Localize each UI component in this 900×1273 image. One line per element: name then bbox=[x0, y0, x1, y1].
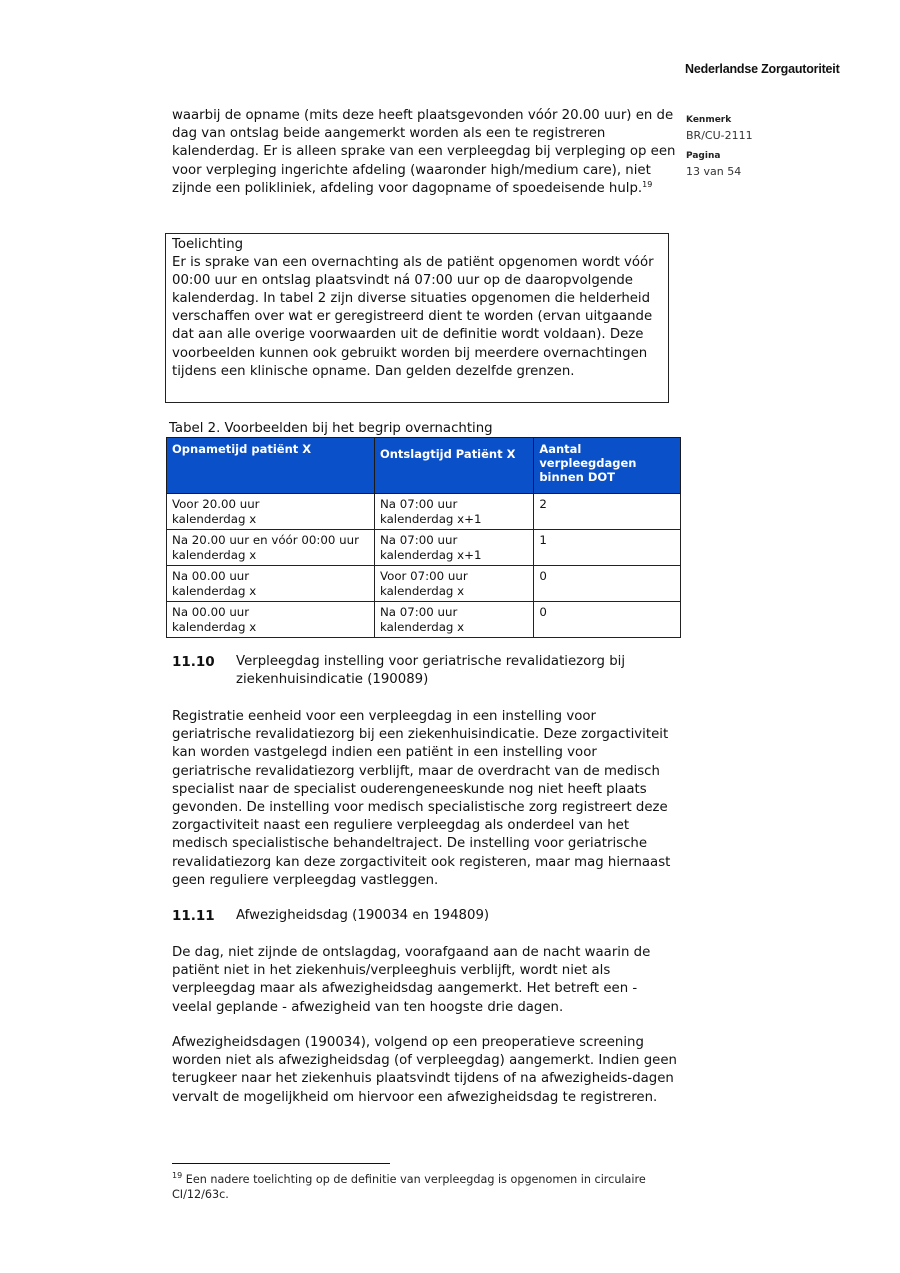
organization-name: Nederlandse Zorgautoriteit bbox=[685, 62, 840, 76]
section-title: Afwezigheidsdag (190034 en 194809) bbox=[236, 908, 490, 923]
overnachting-table bbox=[166, 437, 681, 638]
cell-aantal: 2 bbox=[534, 494, 681, 530]
cell-ontslagtijd bbox=[374, 566, 533, 602]
section-11-11-body-1 bbox=[172, 944, 678, 1017]
section-title: Verpleegdag instelling voor geriatrische revalidatiezorg bij ziekenhuisindicatie (190089) bbox=[236, 654, 626, 687]
section-11-10-body bbox=[172, 708, 678, 890]
table-row bbox=[167, 494, 681, 530]
section-number: 11.10 bbox=[172, 654, 215, 670]
cell-line: Na 07:00 uur bbox=[379, 497, 458, 511]
section-paragraph: Registratie eenheid voor een verpleegdag in een instelling voor geriatrische revalidatiezorg bij een ziekenhuisindicatie. Deze zorgactiviteit kan worden vastgelegd indien een patiënt in een instelling voor geriatrische revalidatiezorg verblijft, maar de overdracht van de medisch specialist naar de specialist ouderengeneeskunde nog niet heeft plaats gevonden. De instelling voor medisch specialistische zorg registreert deze zorgactiviteit naast een reguliere verpleegdag als onderdeel van het medisch specialistische behandeltraject. De instelling voor geriatrische revalidatiezorg kan deze zorgactiviteit ook registeren, maar mag hiernaast geen reguliere verpleegdag vastleggen. bbox=[172, 709, 671, 888]
cell-line: kalenderdag x bbox=[379, 619, 465, 634]
table-header-row bbox=[167, 438, 681, 494]
kenmerk-value: BR/CU-2111 bbox=[686, 129, 753, 142]
cell-aantal: 1 bbox=[534, 530, 681, 566]
intro-paragraph-block bbox=[172, 107, 678, 198]
cell-line: Na 00.00 uur bbox=[172, 569, 250, 583]
cell-opnametijd bbox=[167, 494, 375, 530]
cell-opnametijd bbox=[167, 566, 375, 602]
cell-line: kalenderdag x+1 bbox=[379, 547, 482, 562]
section-number: 11.11 bbox=[172, 908, 215, 924]
footnote-divider bbox=[172, 1163, 390, 1164]
column-header-opnametijd: Opnametijd patiënt X bbox=[167, 438, 375, 494]
section-11-11-body-2 bbox=[172, 1034, 678, 1107]
cell-line: Voor 20.00 uur bbox=[172, 497, 260, 511]
cell-line: Na 00.00 uur bbox=[172, 605, 250, 619]
table-row bbox=[167, 602, 681, 638]
cell-line: kalenderdag x bbox=[379, 583, 465, 598]
table-row bbox=[167, 566, 681, 602]
pagina-value: 13 van 54 bbox=[686, 165, 742, 178]
toelichting-text: Er is sprake van een overnachting als de patiënt opgenomen wordt vóór 00:00 uur en ontslag plaatsvindt ná 07:00 uur op de daaropvolgende kalenderdag. In tabel 2 zijn diverse situaties opgenomen die helderheid verschaffen over wat er geregistreerd dient te worden (ervan uitgaande dat aan alle overige voorwaarden uit de definitie wordt voldaan). Deze voorbeelden kunnen ook gebruikt worden bij meerdere overnachtingen tijdens een klinische opname. Dan gelden dezelfde grenzen. bbox=[172, 255, 654, 379]
column-header-ontslagtijd: Ontslagtijd Patiënt X bbox=[374, 438, 533, 494]
cell-aantal: 0 bbox=[534, 566, 681, 602]
cell-line: Voor 07:00 uur bbox=[379, 569, 468, 583]
column-header-aantal: Aantal verpleegdagen binnen DOT bbox=[534, 438, 681, 494]
cell-line: Na 07:00 uur bbox=[379, 533, 458, 547]
intro-text: waarbij de opname (mits deze heeft plaatsgevonden vóór 20.00 uur) en de dag van ontslag beide aangemerkt worden als een te registreren kalenderdag. Er is alleen sprake van een verpleegdag bij verpleging op een voor verpleging ingerichte afdeling (waaronder high/medium care), niet zijnde een polikliniek, afdeling voor dagopname of spoedeisende hulp. bbox=[172, 108, 676, 196]
cell-opnametijd bbox=[167, 602, 375, 638]
kenmerk-label: Kenmerk bbox=[686, 115, 732, 125]
cell-line: Na 20.00 uur en vóór 00:00 uur bbox=[172, 533, 359, 547]
cell-line: Na 07:00 uur bbox=[379, 605, 458, 619]
section-paragraph: De dag, niet zijnde de ontslagdag, voorafgaand aan de nacht waarin de patiënt niet in het ziekenhuis/verpleeghuis verblijft, wordt niet als verpleegdag maar als afwezigheidsdag aangemerkt. Het betreft een - veelal geplande - afwezigheid van ten hoogste drie dagen. bbox=[172, 945, 651, 1015]
pagina-label: Pagina bbox=[686, 151, 721, 161]
section-heading-11-10 bbox=[172, 653, 678, 693]
footnote bbox=[172, 1172, 672, 1202]
cell-line: kalenderdag x bbox=[172, 511, 257, 526]
cell-line: kalenderdag x+1 bbox=[379, 511, 482, 526]
section-heading-11-11 bbox=[172, 907, 678, 927]
cell-line: kalenderdag x bbox=[172, 619, 257, 634]
cell-line: kalenderdag x bbox=[172, 547, 257, 562]
footnote-text: Een nadere toelichting op de definitie van verpleegdag is opgenomen in circulaire CI/12/63c. bbox=[172, 1173, 646, 1201]
intro-paragraph bbox=[172, 107, 678, 198]
footnote-number: 19 bbox=[172, 1171, 183, 1180]
cell-ontslagtijd bbox=[374, 530, 533, 566]
section-paragraph: Afwezigheidsdagen (190034), volgend op een preoperatieve screening worden niet als afwezigheidsdag (of verpleegdag) aangemerkt. Indien geen terugkeer naar het ziekenhuis plaatsvindt tijdens of na afwezigheids-dagen vervalt de mogelijkheid om hiervoor een afwezigheidsdag te registreren. bbox=[172, 1035, 677, 1105]
document-meta bbox=[686, 113, 753, 185]
footnote-ref[interactable]: 19 bbox=[642, 179, 653, 189]
cell-aantal: 0 bbox=[534, 602, 681, 638]
cell-opnametijd bbox=[167, 530, 375, 566]
cell-ontslagtijd bbox=[374, 494, 533, 530]
table-caption: Tabel 2. Voorbeelden bij het begrip overnachting bbox=[169, 421, 493, 436]
cell-ontslagtijd bbox=[374, 602, 533, 638]
toelichting-title: Toelichting bbox=[172, 237, 244, 252]
toelichting-box bbox=[165, 233, 669, 403]
cell-line: kalenderdag x bbox=[172, 583, 257, 598]
table-row bbox=[167, 530, 681, 566]
